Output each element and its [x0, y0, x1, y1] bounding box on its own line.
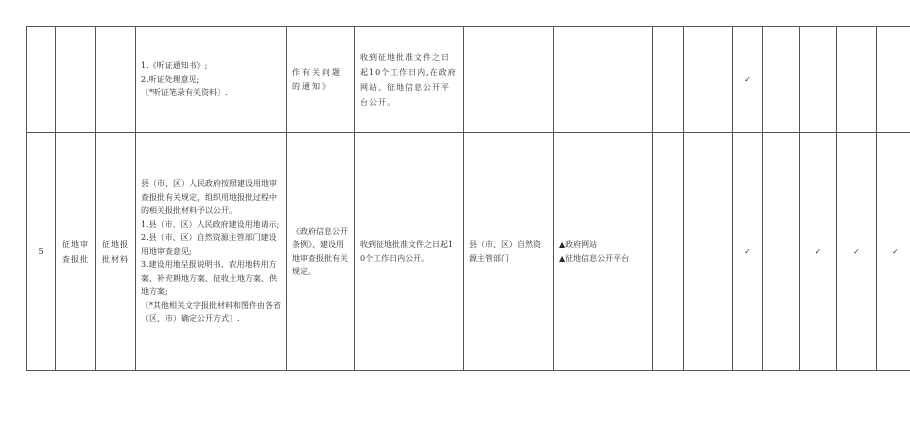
- channel-item: ▲征地信息公开平台: [559, 253, 630, 263]
- time-cell: [355, 27, 464, 133]
- table-row: [27, 27, 910, 133]
- sub-item-cell: [96, 133, 136, 371]
- basis-cell: [287, 133, 355, 371]
- disclosure-table: [26, 26, 910, 371]
- subject-cell: [464, 27, 554, 133]
- sub-item-cell: [96, 27, 136, 133]
- subject-text: 县（市、区）自然资源主管部门: [469, 240, 541, 263]
- content-line: 县（市、区）人民政府按照建设用地审查报批有关规定，组织用地报批过程中的相关报批材料予以公开。: [141, 179, 277, 216]
- content-line: 2.听证处理意见;: [141, 74, 200, 84]
- content-line: 2.县（市、区）自然资源主管部门建设用地审查意见;: [141, 233, 277, 256]
- content-line: 1.《听证通知书》;: [141, 61, 208, 71]
- check-cell: [763, 133, 800, 371]
- time-cell: [355, 133, 464, 371]
- check-cell: [837, 27, 877, 133]
- content-line: 1.县（市、区）人民政府建设用地请示;: [141, 219, 280, 229]
- time-text: 收到征地批准文件之日起10个工作日内,在政府网站、征地信息公开平台公开。: [360, 52, 457, 107]
- check-cell: ✓: [733, 27, 763, 133]
- row-number: [27, 27, 56, 133]
- item-text: 征地审查报批: [62, 239, 89, 264]
- item-cell: [56, 27, 96, 133]
- check-cell: ✓: [733, 133, 763, 371]
- sub-item-text: 征地报批材料: [102, 239, 129, 264]
- basis-text: 《政府信息公开条例》、建设用地审查报批有关规定。: [292, 226, 348, 276]
- check-cell: [684, 133, 733, 371]
- check-cell: ✓: [837, 133, 877, 371]
- channel-cell: [554, 133, 653, 371]
- check-cell: [800, 27, 837, 133]
- basis-cell: [287, 27, 355, 133]
- check-cell: [763, 27, 800, 133]
- content-line: 〔*听证笔录有关资料〕.: [141, 88, 228, 98]
- channel-item: ▲政府网站: [559, 240, 598, 249]
- content-cell: [136, 27, 287, 133]
- subject-cell: [464, 133, 554, 371]
- check-cell: ✓: [800, 133, 837, 371]
- check-cell: [653, 27, 684, 133]
- content-line: 〔*其他相关文字报批材料和图件由各省（区、市）确定公开方式〕.: [141, 300, 281, 324]
- check-cell: [684, 27, 733, 133]
- channel-cell: [554, 27, 653, 133]
- check-cell: [653, 133, 684, 371]
- content-line: 3.建设用地呈报说明书、农用地转用方案、补充耕地方案、征收土地方案、供地方案;: [141, 260, 277, 297]
- basis-text: 作有关问题的通知》: [292, 68, 342, 91]
- item-cell: [56, 133, 96, 371]
- content-cell: [136, 133, 287, 371]
- table-row: [27, 133, 910, 371]
- check-cell: [877, 27, 910, 133]
- check-cell: ✓: [877, 133, 910, 371]
- row-number: 5: [27, 133, 56, 371]
- time-text: 收到征地批准文件之日起10个工作日内公开。: [360, 240, 454, 263]
